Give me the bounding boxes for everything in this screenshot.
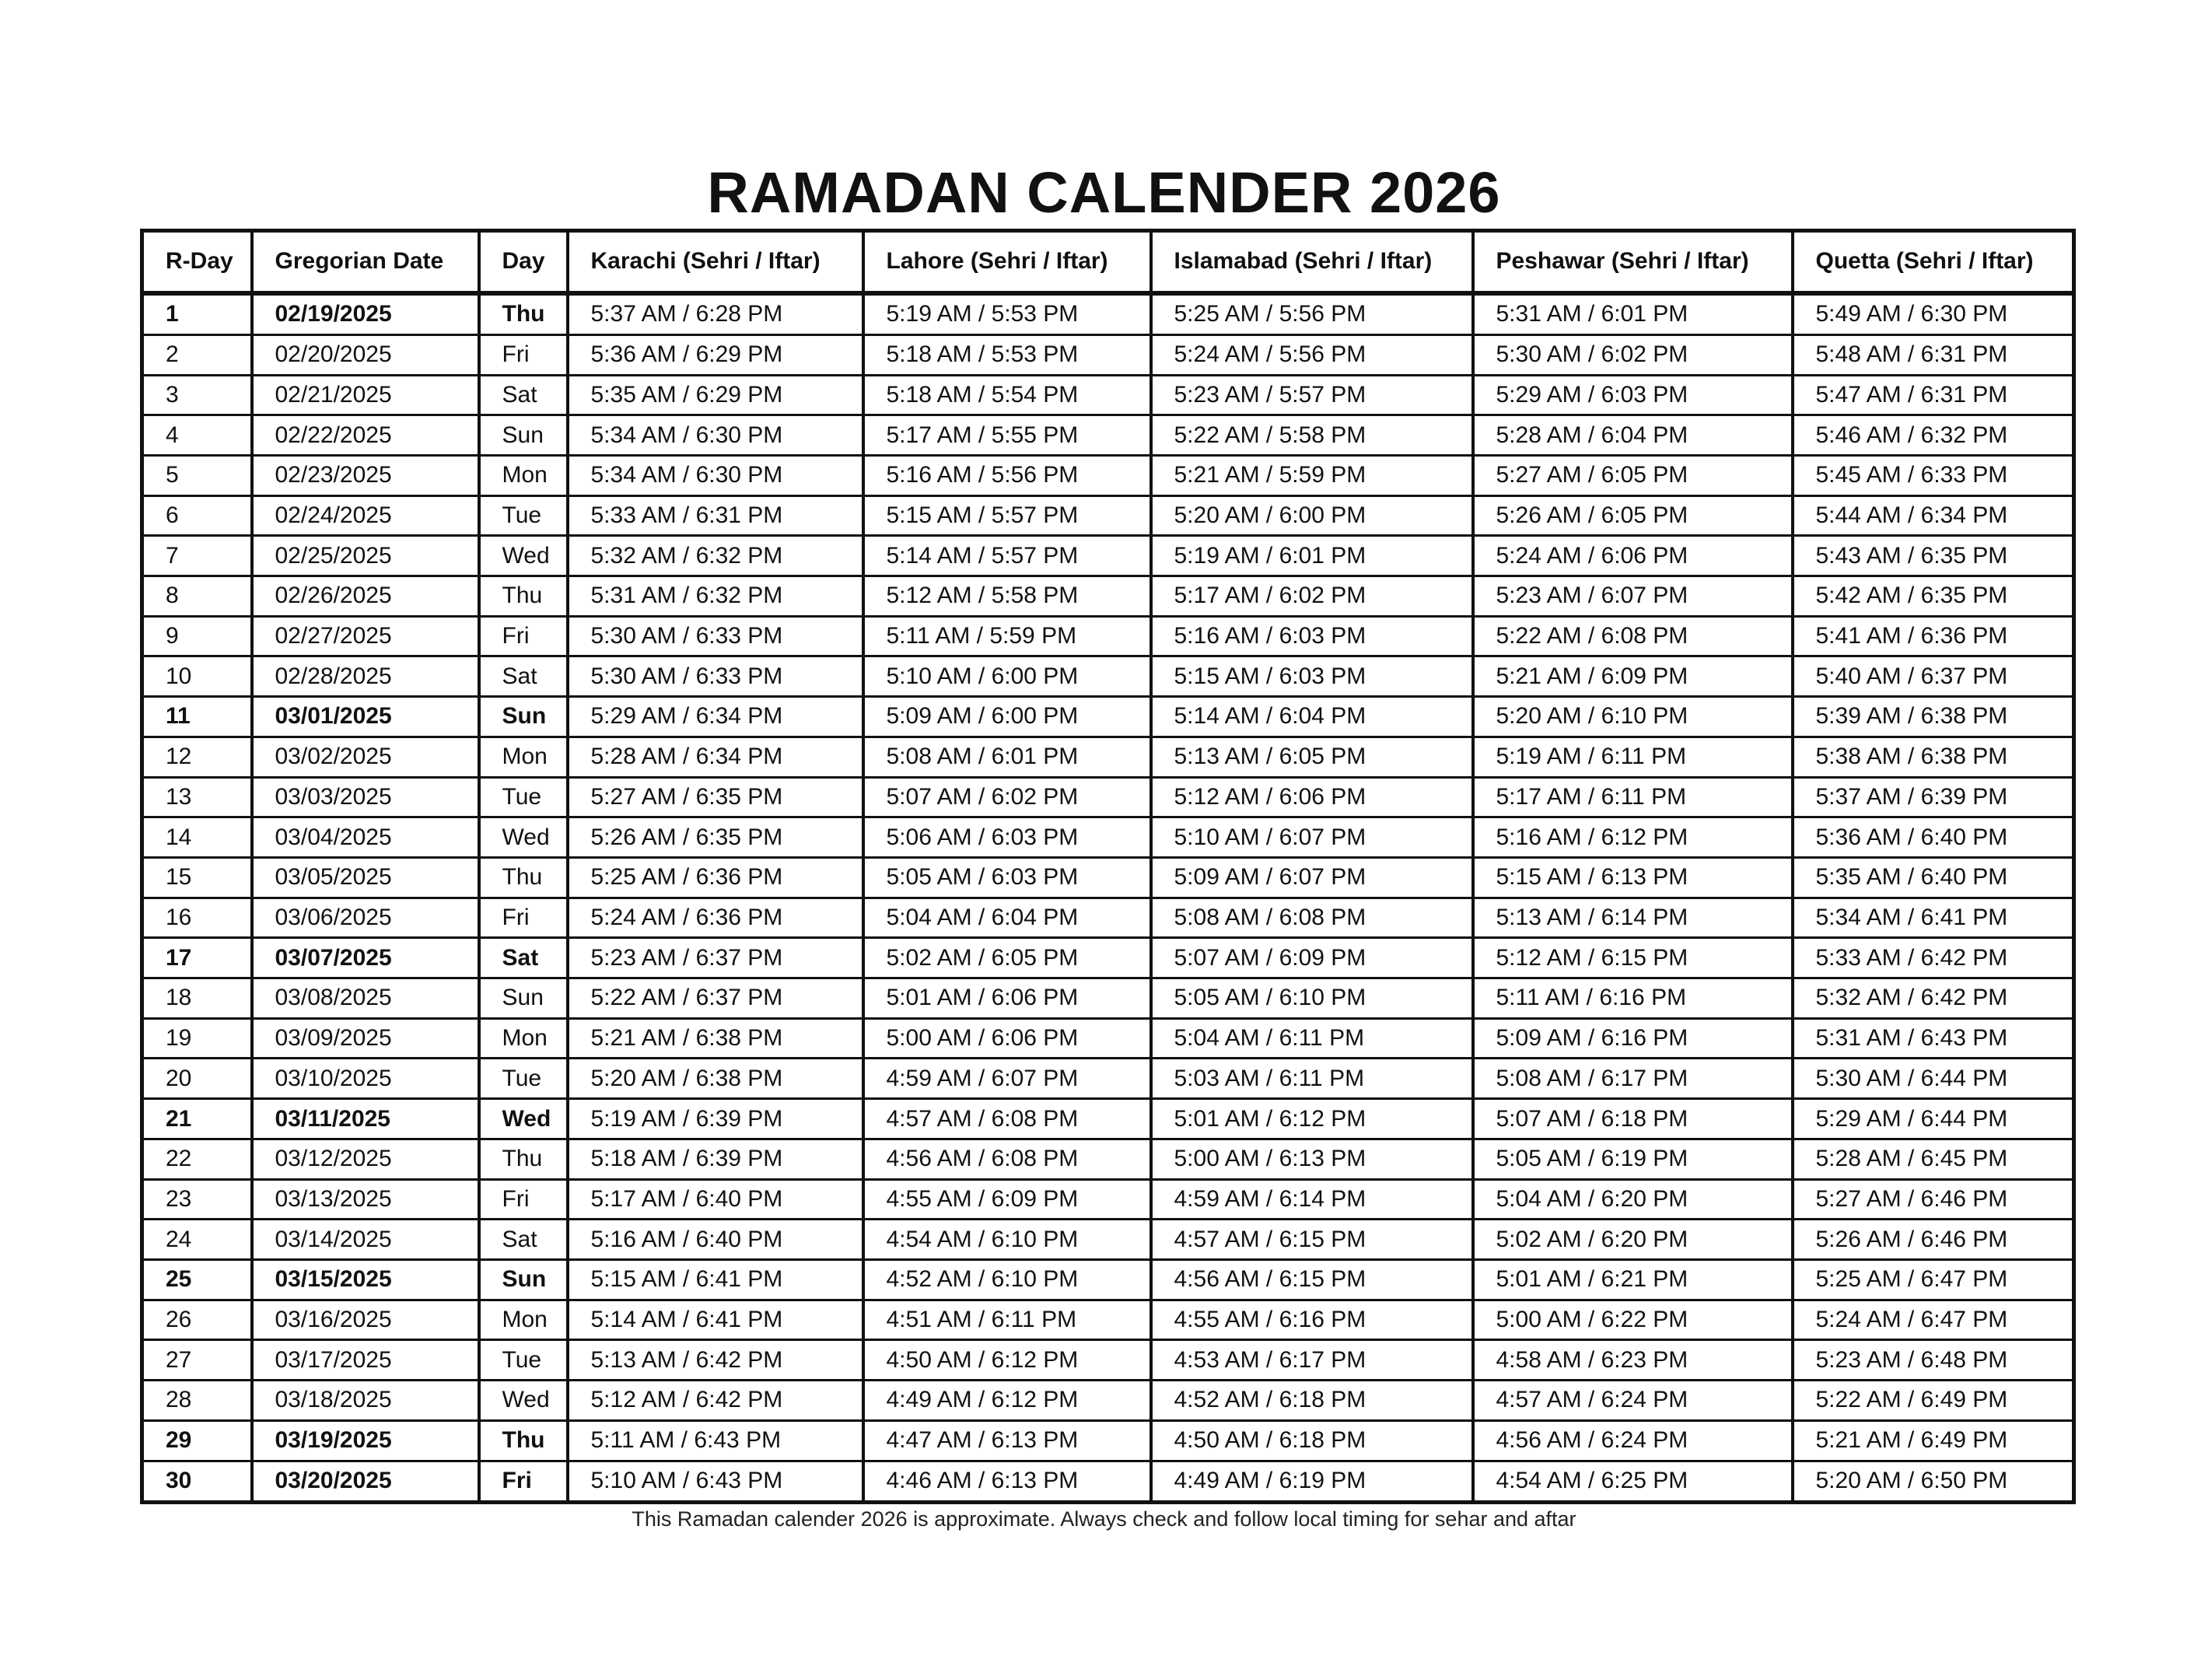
cell-gregorian-date: 03/13/2025 — [252, 1179, 479, 1220]
cell-r-day: 15 — [142, 857, 252, 898]
cell-day: Wed — [479, 1099, 568, 1139]
cell-lahore: 4:55 AM / 6:09 PM — [863, 1179, 1151, 1220]
cell-r-day: 2 — [142, 334, 252, 375]
cell-day: Sun — [479, 1259, 568, 1300]
cell-lahore: 5:05 AM / 6:03 PM — [863, 857, 1151, 898]
cell-peshawar: 5:26 AM / 6:05 PM — [1473, 495, 1793, 536]
cell-lahore: 4:59 AM / 6:07 PM — [863, 1059, 1151, 1099]
cell-lahore: 5:06 AM / 6:03 PM — [863, 817, 1151, 858]
cell-lahore: 4:47 AM / 6:13 PM — [863, 1420, 1151, 1461]
cell-peshawar: 5:21 AM / 6:09 PM — [1473, 656, 1793, 697]
cell-day: Wed — [479, 536, 568, 576]
cell-karachi: 5:16 AM / 6:40 PM — [568, 1220, 863, 1260]
cell-peshawar: 5:28 AM / 6:04 PM — [1473, 415, 1793, 456]
header-peshawar: Peshawar (Sehri / Iftar) — [1473, 231, 1793, 293]
table-row — [142, 1059, 2074, 1099]
cell-islamabad: 5:05 AM / 6:10 PM — [1151, 978, 1473, 1019]
cell-islamabad: 4:50 AM / 6:18 PM — [1151, 1420, 1473, 1461]
cell-islamabad: 4:49 AM / 6:19 PM — [1151, 1461, 1473, 1503]
header-gregorian-date: Gregorian Date — [252, 231, 479, 293]
cell-gregorian-date: 02/23/2025 — [252, 455, 479, 495]
table-row — [142, 455, 2074, 495]
table-row — [142, 536, 2074, 576]
cell-lahore: 4:49 AM / 6:12 PM — [863, 1381, 1151, 1421]
cell-day: Fri — [479, 1461, 568, 1503]
table-row — [142, 1099, 2074, 1139]
table-row — [142, 777, 2074, 817]
cell-gregorian-date: 03/20/2025 — [252, 1461, 479, 1503]
cell-islamabad: 5:20 AM / 6:00 PM — [1151, 495, 1473, 536]
cell-day: Fri — [479, 616, 568, 656]
table-row — [142, 616, 2074, 656]
cell-islamabad: 4:57 AM / 6:15 PM — [1151, 1220, 1473, 1260]
cell-gregorian-date: 02/19/2025 — [252, 293, 479, 335]
cell-lahore: 4:51 AM / 6:11 PM — [863, 1300, 1151, 1340]
table-header-row — [142, 231, 2074, 293]
cell-islamabad: 5:08 AM / 6:08 PM — [1151, 898, 1473, 938]
table-row — [142, 1340, 2074, 1381]
cell-lahore: 5:01 AM / 6:06 PM — [863, 978, 1151, 1019]
ramadan-timetable — [140, 229, 2076, 1504]
page-title: RAMADAN CALENDER 2026 — [707, 160, 1501, 225]
cell-gregorian-date: 03/10/2025 — [252, 1059, 479, 1099]
cell-day: Thu — [479, 857, 568, 898]
cell-gregorian-date: 03/04/2025 — [252, 817, 479, 858]
table-row — [142, 817, 2074, 858]
cell-peshawar: 5:19 AM / 6:11 PM — [1473, 737, 1793, 777]
cell-peshawar: 5:16 AM / 6:12 PM — [1473, 817, 1793, 858]
cell-quetta: 5:43 AM / 6:35 PM — [1793, 536, 2074, 576]
cell-r-day: 22 — [142, 1139, 252, 1179]
table-row — [142, 495, 2074, 536]
cell-day: Sat — [479, 1220, 568, 1260]
cell-karachi: 5:17 AM / 6:40 PM — [568, 1179, 863, 1220]
cell-gregorian-date: 02/27/2025 — [252, 616, 479, 656]
cell-quetta: 5:28 AM / 6:45 PM — [1793, 1139, 2074, 1179]
cell-quetta: 5:34 AM / 6:41 PM — [1793, 898, 2074, 938]
cell-peshawar: 5:09 AM / 6:16 PM — [1473, 1018, 1793, 1059]
cell-karachi: 5:36 AM / 6:29 PM — [568, 334, 863, 375]
cell-lahore: 5:08 AM / 6:01 PM — [863, 737, 1151, 777]
cell-r-day: 16 — [142, 898, 252, 938]
cell-peshawar: 5:01 AM / 6:21 PM — [1473, 1259, 1793, 1300]
cell-peshawar: 5:13 AM / 6:14 PM — [1473, 898, 1793, 938]
cell-quetta: 5:37 AM / 6:39 PM — [1793, 777, 2074, 817]
table-row — [142, 656, 2074, 697]
cell-gregorian-date: 03/09/2025 — [252, 1018, 479, 1059]
cell-karachi: 5:23 AM / 6:37 PM — [568, 938, 863, 978]
cell-r-day: 8 — [142, 576, 252, 617]
table-row — [142, 697, 2074, 737]
cell-gregorian-date: 03/19/2025 — [252, 1420, 479, 1461]
cell-karachi: 5:32 AM / 6:32 PM — [568, 536, 863, 576]
cell-quetta: 5:35 AM / 6:40 PM — [1793, 857, 2074, 898]
cell-day: Sun — [479, 415, 568, 456]
table-row — [142, 1420, 2074, 1461]
cell-gregorian-date: 03/03/2025 — [252, 777, 479, 817]
cell-day: Tue — [479, 777, 568, 817]
header-day: Day — [479, 231, 568, 293]
cell-karachi: 5:20 AM / 6:38 PM — [568, 1059, 863, 1099]
cell-day: Mon — [479, 737, 568, 777]
cell-islamabad: 5:23 AM / 5:57 PM — [1151, 375, 1473, 415]
cell-peshawar: 5:31 AM / 6:01 PM — [1473, 293, 1793, 335]
cell-day: Tue — [479, 1340, 568, 1381]
cell-karachi: 5:28 AM / 6:34 PM — [568, 737, 863, 777]
cell-islamabad: 5:19 AM / 6:01 PM — [1151, 536, 1473, 576]
cell-peshawar: 5:23 AM / 6:07 PM — [1473, 576, 1793, 617]
cell-islamabad: 5:14 AM / 6:04 PM — [1151, 697, 1473, 737]
cell-peshawar: 5:04 AM / 6:20 PM — [1473, 1179, 1793, 1220]
cell-lahore: 5:16 AM / 5:56 PM — [863, 455, 1151, 495]
table-row — [142, 1139, 2074, 1179]
cell-quetta: 5:24 AM / 6:47 PM — [1793, 1300, 2074, 1340]
cell-islamabad: 5:22 AM / 5:58 PM — [1151, 415, 1473, 456]
cell-r-day: 7 — [142, 536, 252, 576]
cell-r-day: 23 — [142, 1179, 252, 1220]
cell-lahore: 5:11 AM / 5:59 PM — [863, 616, 1151, 656]
cell-gregorian-date: 03/18/2025 — [252, 1381, 479, 1421]
cell-quetta: 5:26 AM / 6:46 PM — [1793, 1220, 2074, 1260]
cell-gregorian-date: 03/06/2025 — [252, 898, 479, 938]
cell-r-day: 13 — [142, 777, 252, 817]
cell-karachi: 5:11 AM / 6:43 PM — [568, 1420, 863, 1461]
cell-day: Thu — [479, 293, 568, 335]
cell-lahore: 5:14 AM / 5:57 PM — [863, 536, 1151, 576]
cell-r-day: 4 — [142, 415, 252, 456]
cell-karachi: 5:35 AM / 6:29 PM — [568, 375, 863, 415]
cell-quetta: 5:27 AM / 6:46 PM — [1793, 1179, 2074, 1220]
cell-gregorian-date: 03/12/2025 — [252, 1139, 479, 1179]
cell-day: Tue — [479, 495, 568, 536]
cell-karachi: 5:26 AM / 6:35 PM — [568, 817, 863, 858]
cell-karachi: 5:27 AM / 6:35 PM — [568, 777, 863, 817]
cell-peshawar: 5:00 AM / 6:22 PM — [1473, 1300, 1793, 1340]
table-row — [142, 293, 2074, 335]
cell-lahore: 4:56 AM / 6:08 PM — [863, 1139, 1151, 1179]
cell-peshawar: 5:27 AM / 6:05 PM — [1473, 455, 1793, 495]
table-row — [142, 857, 2074, 898]
cell-day: Sat — [479, 938, 568, 978]
table-row — [142, 1300, 2074, 1340]
cell-quetta: 5:49 AM / 6:30 PM — [1793, 293, 2074, 335]
cell-r-day: 9 — [142, 616, 252, 656]
cell-islamabad: 5:16 AM / 6:03 PM — [1151, 616, 1473, 656]
cell-karachi: 5:14 AM / 6:41 PM — [568, 1300, 863, 1340]
cell-gregorian-date: 02/26/2025 — [252, 576, 479, 617]
cell-islamabad: 5:15 AM / 6:03 PM — [1151, 656, 1473, 697]
cell-r-day: 24 — [142, 1220, 252, 1260]
cell-quetta: 5:25 AM / 6:47 PM — [1793, 1259, 2074, 1300]
table-row — [142, 1179, 2074, 1220]
cell-peshawar: 5:30 AM / 6:02 PM — [1473, 334, 1793, 375]
cell-r-day: 18 — [142, 978, 252, 1019]
cell-peshawar: 5:08 AM / 6:17 PM — [1473, 1059, 1793, 1099]
cell-peshawar: 4:56 AM / 6:24 PM — [1473, 1420, 1793, 1461]
table-row — [142, 334, 2074, 375]
cell-r-day: 19 — [142, 1018, 252, 1059]
table-row — [142, 1461, 2074, 1503]
cell-r-day: 17 — [142, 938, 252, 978]
cell-karachi: 5:29 AM / 6:34 PM — [568, 697, 863, 737]
cell-quetta: 5:45 AM / 6:33 PM — [1793, 455, 2074, 495]
cell-lahore: 5:09 AM / 6:00 PM — [863, 697, 1151, 737]
cell-islamabad: 5:24 AM / 5:56 PM — [1151, 334, 1473, 375]
cell-quetta: 5:29 AM / 6:44 PM — [1793, 1099, 2074, 1139]
cell-r-day: 3 — [142, 375, 252, 415]
cell-gregorian-date: 03/15/2025 — [252, 1259, 479, 1300]
cell-r-day: 29 — [142, 1420, 252, 1461]
cell-gregorian-date: 03/17/2025 — [252, 1340, 479, 1381]
cell-gregorian-date: 03/02/2025 — [252, 737, 479, 777]
cell-gregorian-date: 03/08/2025 — [252, 978, 479, 1019]
cell-lahore: 5:07 AM / 6:02 PM — [863, 777, 1151, 817]
cell-lahore: 4:52 AM / 6:10 PM — [863, 1259, 1151, 1300]
cell-quetta: 5:39 AM / 6:38 PM — [1793, 697, 2074, 737]
cell-day: Wed — [479, 817, 568, 858]
cell-karachi: 5:22 AM / 6:37 PM — [568, 978, 863, 1019]
cell-islamabad: 4:52 AM / 6:18 PM — [1151, 1381, 1473, 1421]
table-row — [142, 737, 2074, 777]
cell-quetta: 5:22 AM / 6:49 PM — [1793, 1381, 2074, 1421]
cell-day: Sun — [479, 978, 568, 1019]
cell-day: Thu — [479, 1139, 568, 1179]
cell-peshawar: 5:17 AM / 6:11 PM — [1473, 777, 1793, 817]
cell-islamabad: 5:13 AM / 6:05 PM — [1151, 737, 1473, 777]
cell-lahore: 5:18 AM / 5:54 PM — [863, 375, 1151, 415]
cell-quetta: 5:46 AM / 6:32 PM — [1793, 415, 2074, 456]
table-row — [142, 1381, 2074, 1421]
cell-karachi: 5:34 AM / 6:30 PM — [568, 415, 863, 456]
cell-karachi: 5:33 AM / 6:31 PM — [568, 495, 863, 536]
cell-quetta: 5:31 AM / 6:43 PM — [1793, 1018, 2074, 1059]
cell-islamabad: 5:03 AM / 6:11 PM — [1151, 1059, 1473, 1099]
cell-r-day: 27 — [142, 1340, 252, 1381]
cell-karachi: 5:12 AM / 6:42 PM — [568, 1381, 863, 1421]
cell-day: Wed — [479, 1381, 568, 1421]
cell-day: Tue — [479, 1059, 568, 1099]
cell-r-day: 12 — [142, 737, 252, 777]
cell-quetta: 5:36 AM / 6:40 PM — [1793, 817, 2074, 858]
table-row — [142, 375, 2074, 415]
cell-gregorian-date: 02/22/2025 — [252, 415, 479, 456]
cell-islamabad: 4:56 AM / 6:15 PM — [1151, 1259, 1473, 1300]
cell-peshawar: 5:12 AM / 6:15 PM — [1473, 938, 1793, 978]
cell-gregorian-date: 02/28/2025 — [252, 656, 479, 697]
cell-gregorian-date: 03/11/2025 — [252, 1099, 479, 1139]
cell-islamabad: 5:21 AM / 5:59 PM — [1151, 455, 1473, 495]
cell-day: Thu — [479, 1420, 568, 1461]
cell-r-day: 6 — [142, 495, 252, 536]
table-row — [142, 1220, 2074, 1260]
cell-quetta: 5:32 AM / 6:42 PM — [1793, 978, 2074, 1019]
cell-lahore: 5:17 AM / 5:55 PM — [863, 415, 1151, 456]
cell-karachi: 5:24 AM / 6:36 PM — [568, 898, 863, 938]
cell-r-day: 10 — [142, 656, 252, 697]
cell-karachi: 5:21 AM / 6:38 PM — [568, 1018, 863, 1059]
cell-karachi: 5:31 AM / 6:32 PM — [568, 576, 863, 617]
cell-gregorian-date: 03/07/2025 — [252, 938, 479, 978]
cell-islamabad: 4:55 AM / 6:16 PM — [1151, 1300, 1473, 1340]
cell-peshawar: 5:11 AM / 6:16 PM — [1473, 978, 1793, 1019]
cell-lahore: 4:57 AM / 6:08 PM — [863, 1099, 1151, 1139]
cell-lahore: 5:12 AM / 5:58 PM — [863, 576, 1151, 617]
cell-lahore: 5:10 AM / 6:00 PM — [863, 656, 1151, 697]
cell-peshawar: 5:20 AM / 6:10 PM — [1473, 697, 1793, 737]
cell-gregorian-date: 03/16/2025 — [252, 1300, 479, 1340]
cell-r-day: 11 — [142, 697, 252, 737]
cell-day: Fri — [479, 898, 568, 938]
cell-day: Mon — [479, 1300, 568, 1340]
cell-gregorian-date: 02/21/2025 — [252, 375, 479, 415]
cell-karachi: 5:19 AM / 6:39 PM — [568, 1099, 863, 1139]
cell-day: Mon — [479, 455, 568, 495]
cell-quetta: 5:41 AM / 6:36 PM — [1793, 616, 2074, 656]
cell-islamabad: 5:07 AM / 6:09 PM — [1151, 938, 1473, 978]
cell-r-day: 25 — [142, 1259, 252, 1300]
table-row — [142, 415, 2074, 456]
cell-quetta: 5:40 AM / 6:37 PM — [1793, 656, 2074, 697]
cell-quetta: 5:23 AM / 6:48 PM — [1793, 1340, 2074, 1381]
cell-karachi: 5:13 AM / 6:42 PM — [568, 1340, 863, 1381]
cell-islamabad: 5:12 AM / 6:06 PM — [1151, 777, 1473, 817]
cell-peshawar: 4:54 AM / 6:25 PM — [1473, 1461, 1793, 1503]
cell-r-day: 1 — [142, 293, 252, 335]
cell-quetta: 5:47 AM / 6:31 PM — [1793, 375, 2074, 415]
cell-islamabad: 4:53 AM / 6:17 PM — [1151, 1340, 1473, 1381]
header-karachi: Karachi (Sehri / Iftar) — [568, 231, 863, 293]
cell-r-day: 26 — [142, 1300, 252, 1340]
cell-day: Sat — [479, 656, 568, 697]
cell-islamabad: 5:09 AM / 6:07 PM — [1151, 857, 1473, 898]
cell-gregorian-date: 02/25/2025 — [252, 536, 479, 576]
cell-lahore: 4:50 AM / 6:12 PM — [863, 1340, 1151, 1381]
cell-quetta: 5:33 AM / 6:42 PM — [1793, 938, 2074, 978]
cell-r-day: 14 — [142, 817, 252, 858]
cell-quetta: 5:20 AM / 6:50 PM — [1793, 1461, 2074, 1503]
cell-day: Fri — [479, 334, 568, 375]
cell-day: Fri — [479, 1179, 568, 1220]
cell-peshawar: 5:05 AM / 6:19 PM — [1473, 1139, 1793, 1179]
cell-gregorian-date: 03/05/2025 — [252, 857, 479, 898]
cell-karachi: 5:25 AM / 6:36 PM — [568, 857, 863, 898]
cell-karachi: 5:37 AM / 6:28 PM — [568, 293, 863, 335]
cell-peshawar: 5:22 AM / 6:08 PM — [1473, 616, 1793, 656]
cell-islamabad: 5:17 AM / 6:02 PM — [1151, 576, 1473, 617]
cell-quetta: 5:48 AM / 6:31 PM — [1793, 334, 2074, 375]
cell-lahore: 5:15 AM / 5:57 PM — [863, 495, 1151, 536]
cell-peshawar: 5:15 AM / 6:13 PM — [1473, 857, 1793, 898]
cell-karachi: 5:15 AM / 6:41 PM — [568, 1259, 863, 1300]
table-row — [142, 978, 2074, 1019]
cell-day: Sat — [479, 375, 568, 415]
cell-karachi: 5:30 AM / 6:33 PM — [568, 656, 863, 697]
cell-quetta: 5:30 AM / 6:44 PM — [1793, 1059, 2074, 1099]
cell-islamabad: 5:04 AM / 6:11 PM — [1151, 1018, 1473, 1059]
cell-peshawar: 5:07 AM / 6:18 PM — [1473, 1099, 1793, 1139]
cell-r-day: 20 — [142, 1059, 252, 1099]
cell-lahore: 5:19 AM / 5:53 PM — [863, 293, 1151, 335]
footnote: This Ramadan calender 2026 is approximate. Always check and follow local timing for sehar and aftar — [632, 1507, 1576, 1531]
cell-lahore: 4:46 AM / 6:13 PM — [863, 1461, 1151, 1503]
cell-islamabad: 5:01 AM / 6:12 PM — [1151, 1099, 1473, 1139]
cell-peshawar: 4:58 AM / 6:23 PM — [1473, 1340, 1793, 1381]
cell-quetta: 5:21 AM / 6:49 PM — [1793, 1420, 2074, 1461]
cell-day: Sun — [479, 697, 568, 737]
cell-lahore: 5:00 AM / 6:06 PM — [863, 1018, 1151, 1059]
cell-day: Mon — [479, 1018, 568, 1059]
cell-islamabad: 5:00 AM / 6:13 PM — [1151, 1139, 1473, 1179]
header-quetta: Quetta (Sehri / Iftar) — [1793, 231, 2074, 293]
cell-peshawar: 5:24 AM / 6:06 PM — [1473, 536, 1793, 576]
cell-quetta: 5:44 AM / 6:34 PM — [1793, 495, 2074, 536]
table-row — [142, 898, 2074, 938]
cell-lahore: 5:18 AM / 5:53 PM — [863, 334, 1151, 375]
cell-r-day: 28 — [142, 1381, 252, 1421]
table-row — [142, 938, 2074, 978]
cell-peshawar: 5:02 AM / 6:20 PM — [1473, 1220, 1793, 1260]
cell-day: Thu — [479, 576, 568, 617]
cell-gregorian-date: 02/24/2025 — [252, 495, 479, 536]
table-row — [142, 576, 2074, 617]
header-lahore: Lahore (Sehri / Iftar) — [863, 231, 1151, 293]
cell-peshawar: 5:29 AM / 6:03 PM — [1473, 375, 1793, 415]
table-row — [142, 1018, 2074, 1059]
cell-gregorian-date: 02/20/2025 — [252, 334, 479, 375]
cell-karachi: 5:10 AM / 6:43 PM — [568, 1461, 863, 1503]
cell-r-day: 5 — [142, 455, 252, 495]
cell-quetta: 5:38 AM / 6:38 PM — [1793, 737, 2074, 777]
header-r-day: R-Day — [142, 231, 252, 293]
table-body — [142, 293, 2074, 1503]
cell-karachi: 5:30 AM / 6:33 PM — [568, 616, 863, 656]
cell-r-day: 21 — [142, 1099, 252, 1139]
cell-karachi: 5:34 AM / 6:30 PM — [568, 455, 863, 495]
cell-lahore: 5:02 AM / 6:05 PM — [863, 938, 1151, 978]
cell-lahore: 5:04 AM / 6:04 PM — [863, 898, 1151, 938]
cell-islamabad: 5:10 AM / 6:07 PM — [1151, 817, 1473, 858]
cell-peshawar: 4:57 AM / 6:24 PM — [1473, 1381, 1793, 1421]
table-row — [142, 1259, 2074, 1300]
cell-islamabad: 5:25 AM / 5:56 PM — [1151, 293, 1473, 335]
cell-karachi: 5:18 AM / 6:39 PM — [568, 1139, 863, 1179]
cell-gregorian-date: 03/14/2025 — [252, 1220, 479, 1260]
cell-islamabad: 4:59 AM / 6:14 PM — [1151, 1179, 1473, 1220]
header-islamabad: Islamabad (Sehri / Iftar) — [1151, 231, 1473, 293]
cell-quetta: 5:42 AM / 6:35 PM — [1793, 576, 2074, 617]
cell-r-day: 30 — [142, 1461, 252, 1503]
cell-lahore: 4:54 AM / 6:10 PM — [863, 1220, 1151, 1260]
cell-gregorian-date: 03/01/2025 — [252, 697, 479, 737]
